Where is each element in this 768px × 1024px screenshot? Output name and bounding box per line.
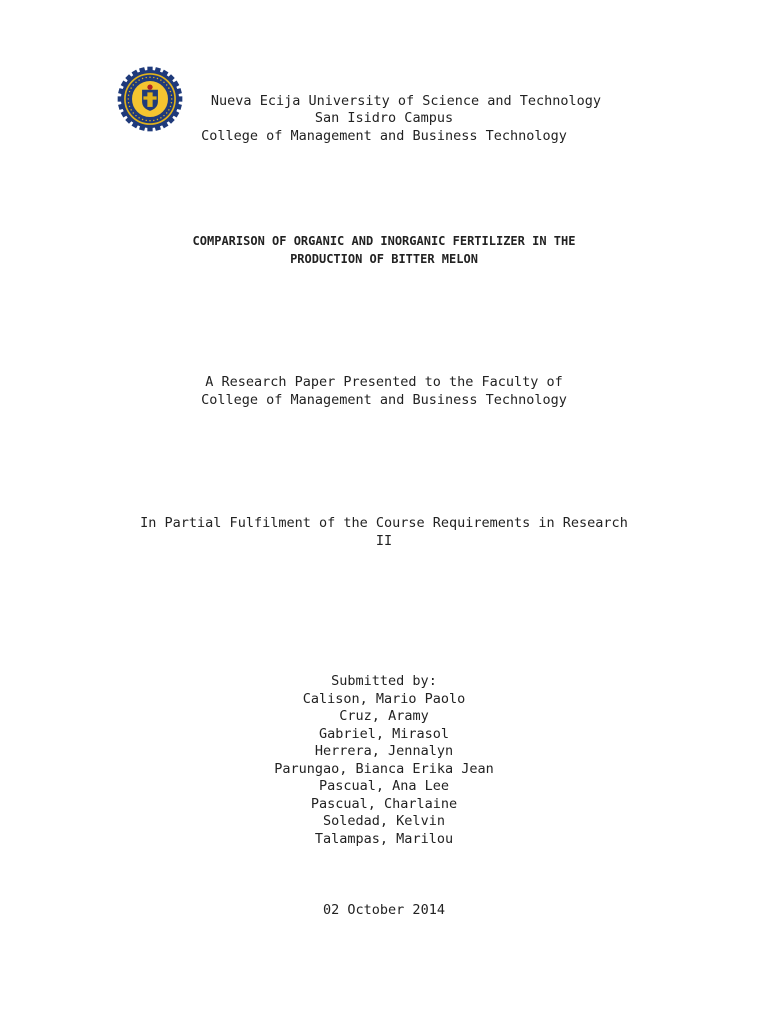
college-name: College of Management and Business Technology [201, 128, 567, 144]
fulfilment-line-1: In Partial Fulfilment of the Course Requirements in Research [140, 515, 628, 531]
author-name: Soledad, Kelvin [323, 813, 445, 829]
submission-date: 02 October 2014 [323, 902, 445, 918]
author-name: Parungao, Bianca Erika Jean [274, 761, 494, 777]
author-name: Talampas, Marilou [314, 831, 454, 847]
presentation-line-1: A Research Paper Presented to the Faculty of [205, 374, 563, 390]
submitted-by-label: Submitted by: [331, 673, 437, 689]
paper-title-line-1: COMPARISON OF ORGANIC AND INORGANIC FERTILIZER IN THE [192, 234, 576, 248]
campus-name: San Isidro Campus [314, 110, 454, 126]
author-name: Pascual, Ana Lee [318, 778, 450, 794]
fulfilment-line-2: II [375, 533, 393, 549]
presentation-line-2: College of Management and Business Technology [201, 392, 567, 408]
university-name: Nueva Ecija University of Science and Technology [210, 93, 602, 109]
author-name: Calison, Mario Paolo [302, 691, 466, 707]
author-name: Herrera, Jennalyn [314, 743, 454, 759]
author-name: Pascual, Charlaine [310, 796, 458, 812]
paper-title-line-2: PRODUCTION OF BITTER MELON [290, 252, 478, 266]
author-name: Cruz, Aramy [339, 708, 429, 724]
author-name: Gabriel, Mirasol [318, 726, 450, 742]
